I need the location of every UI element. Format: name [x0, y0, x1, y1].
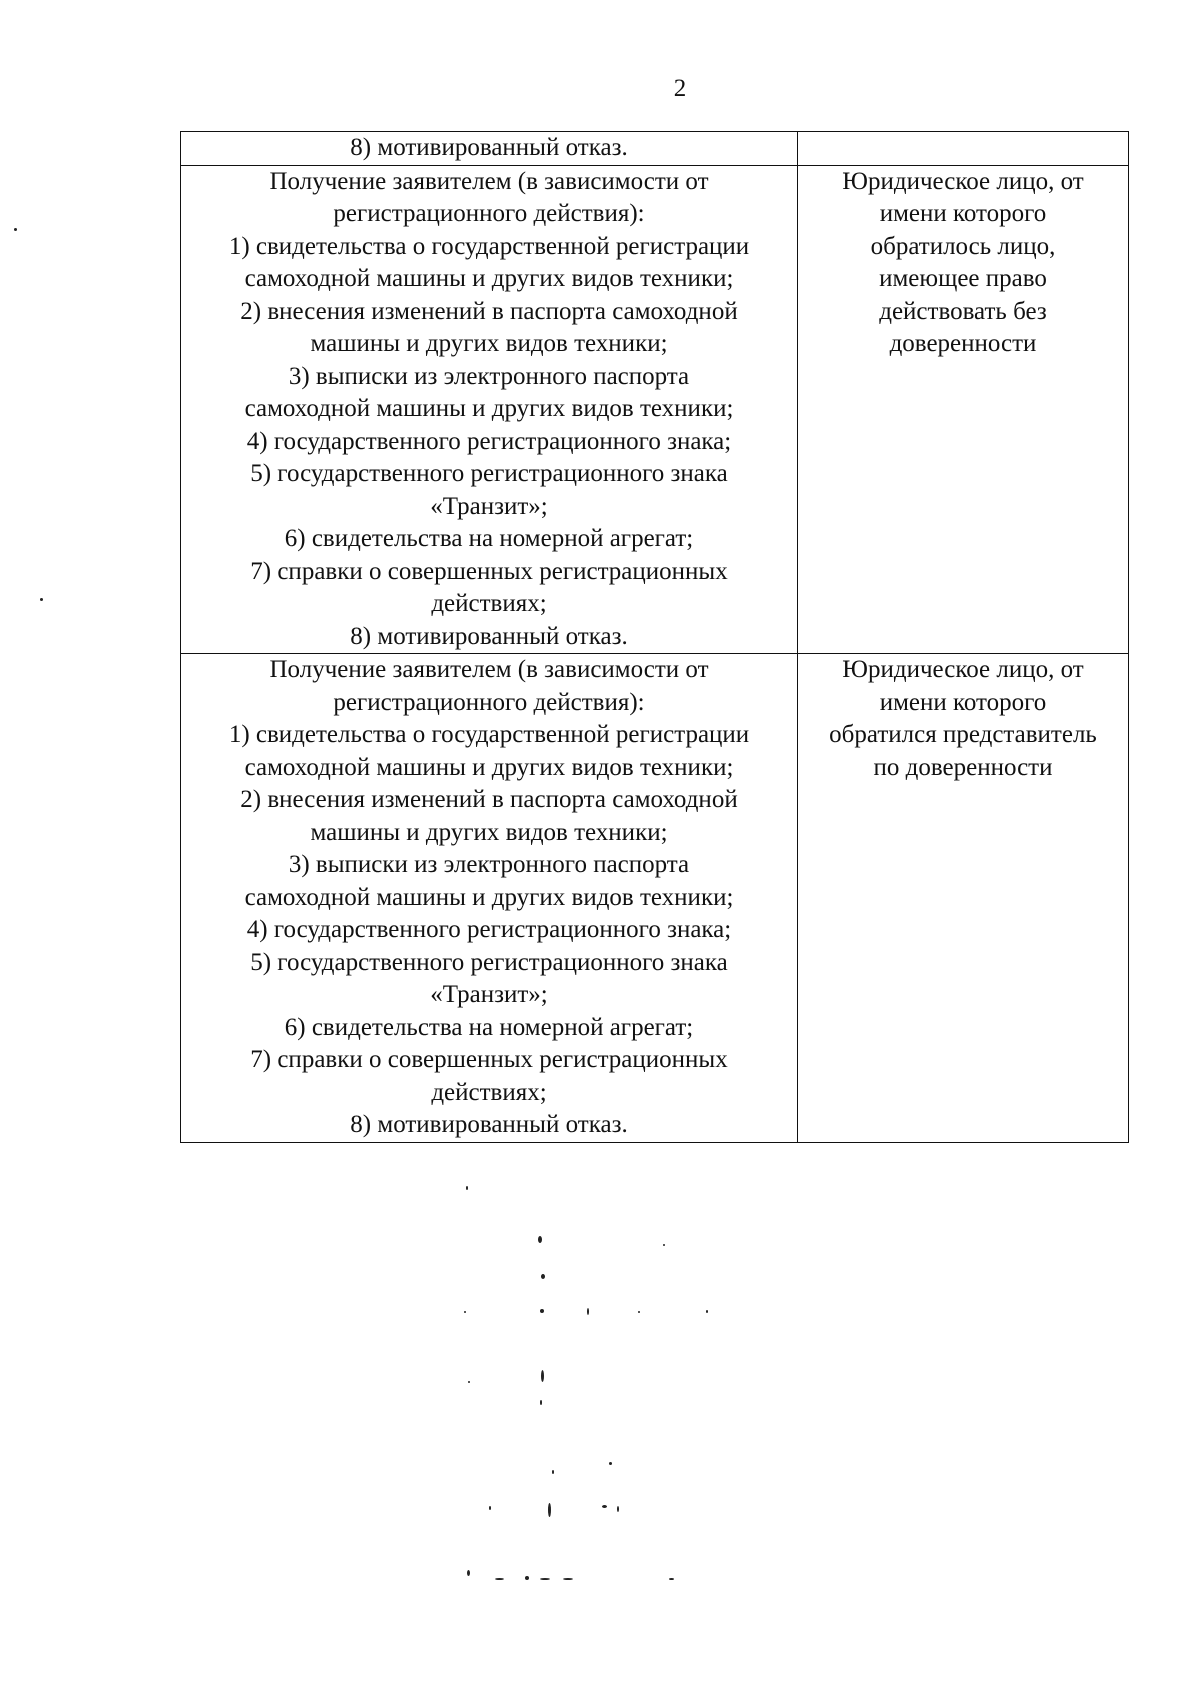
- result-line: 8) мотивированный отказ.: [350, 134, 628, 161]
- result-line: 6) свидетельства на номерной агрегат;: [284, 1013, 694, 1041]
- result-cell: [181, 132, 798, 166]
- result-line: 2) внесения изменений в паспорта самоходной: [240, 786, 738, 813]
- result-line: Получение заявителем (в зависимости от: [269, 656, 709, 683]
- scan-speck: [602, 1505, 607, 1508]
- applicant-line: Юридическое лицо, от: [842, 656, 1084, 683]
- result-line: «Транзит»;: [430, 492, 548, 520]
- applicant-line: по доверенности: [873, 753, 1053, 781]
- applicant-cell: [798, 165, 1129, 654]
- result-line: регистрационного действия):: [333, 200, 645, 227]
- applicant-line: имени которого: [879, 200, 1047, 227]
- result-line: 8) мотивированный отказ.: [350, 622, 628, 650]
- table-row: [181, 132, 1129, 166]
- scan-speck: [663, 1244, 665, 1246]
- result-line: «Транзит»;: [430, 981, 548, 1008]
- scan-speck: [525, 1576, 529, 1580]
- result-line: самоходной машины и других видов техники;: [244, 265, 734, 292]
- scan-speck: [669, 1578, 674, 1580]
- result-line: регистрационного действия):: [333, 688, 645, 716]
- scan-speck: [540, 1578, 550, 1580]
- scan-speck: [540, 1400, 542, 1405]
- scan-speck: [40, 598, 43, 601]
- result-line: 5) государственного регистрационного знака: [250, 460, 728, 487]
- result-line: 6) свидетельства на номерной агрегат;: [284, 525, 694, 552]
- scan-speck: [587, 1308, 589, 1315]
- scan-speck: [14, 228, 17, 231]
- result-line: Получение заявителем (в зависимости от: [269, 167, 709, 195]
- result-line: действиях;: [431, 1078, 547, 1106]
- result-line: машины и других видов техники;: [310, 818, 668, 846]
- scan-speck: [638, 1311, 640, 1313]
- scan-speck: [489, 1506, 491, 1510]
- result-line: 7) справки о совершенных регистрационных: [250, 557, 728, 585]
- applicant-line: действовать без: [879, 297, 1047, 325]
- scan-speck: [552, 1470, 554, 1474]
- result-line: действиях;: [431, 590, 547, 617]
- result-line: 4) государственного регистрационного знака;: [246, 427, 732, 455]
- applicant-line: имеющее право: [879, 265, 1047, 292]
- results-table: [180, 131, 1129, 1143]
- result-line: 3) выписки из электронного паспорта: [288, 851, 690, 878]
- scan-speck: [464, 1311, 466, 1313]
- scan-speck: [468, 1381, 470, 1383]
- result-line: 5) государственного регистрационного знака: [250, 948, 728, 976]
- applicant-line: обратилось лицо,: [870, 232, 1056, 260]
- scan-speck: [467, 1570, 470, 1576]
- result-line: 1) свидетельства о государственной регистрации: [228, 232, 750, 260]
- result-line: 4) государственного регистрационного знака;: [246, 916, 732, 943]
- scan-speck: [540, 1309, 544, 1313]
- result-cell: [181, 165, 798, 654]
- applicant-cell: [798, 132, 1129, 166]
- result-line: 1) свидетельства о государственной регистрации: [228, 721, 750, 748]
- scan-speck: [706, 1310, 708, 1313]
- applicant-line: обратился представитель: [829, 721, 1097, 748]
- scan-speck: [495, 1578, 504, 1580]
- page-number: 2: [673, 75, 687, 102]
- table-row: [181, 165, 1129, 654]
- result-line: 3) выписки из электронного паспорта: [288, 362, 690, 390]
- table-row: [181, 654, 1129, 1143]
- result-line: 8) мотивированный отказ.: [350, 1111, 628, 1138]
- scan-speck: [538, 1236, 542, 1243]
- result-cell: [181, 654, 798, 1143]
- scan-speck: [617, 1506, 619, 1512]
- scan-speck: [563, 1578, 573, 1580]
- result-line: самоходной машины и других видов техники;: [244, 883, 734, 911]
- scan-speck: [466, 1186, 468, 1190]
- applicant-line: Юридическое лицо, от: [842, 167, 1084, 195]
- applicant-line: доверенности: [889, 330, 1037, 357]
- applicant-cell: [798, 654, 1129, 1143]
- scan-speck: [541, 1274, 545, 1279]
- scan-speck: [548, 1503, 551, 1517]
- result-line: 7) справки о совершенных регистрационных: [250, 1046, 728, 1073]
- result-line: 2) внесения изменений в паспорта самоходной: [240, 297, 738, 325]
- result-line: самоходной машины и других видов техники;: [244, 395, 734, 422]
- scan-speck: [609, 1462, 612, 1465]
- result-line: машины и других видов техники;: [310, 330, 668, 357]
- result-line: самоходной машины и других видов техники;: [244, 753, 734, 781]
- applicant-line: имени которого: [879, 688, 1047, 716]
- scan-speck: [541, 1370, 544, 1382]
